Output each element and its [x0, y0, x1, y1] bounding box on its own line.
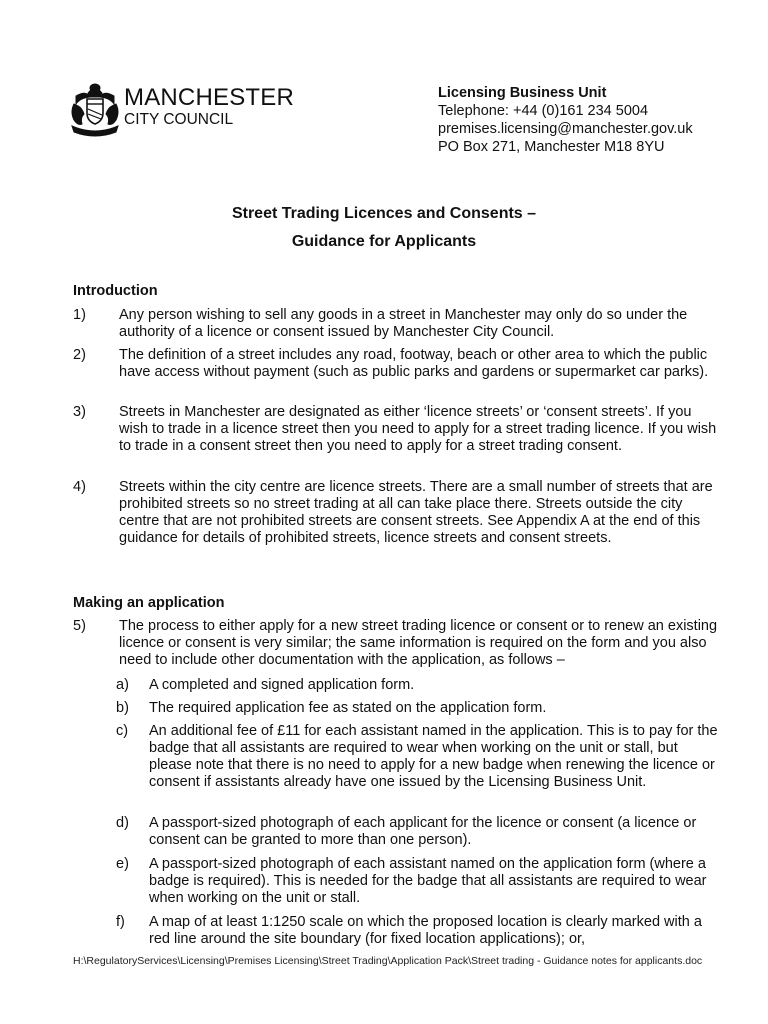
list-item-letter: c) — [116, 723, 129, 739]
list-item-a — [116, 677, 718, 694]
contact-telephone: Telephone: +44 (0)161 234 5004 — [438, 103, 649, 119]
paragraph-number: 4) — [73, 479, 86, 495]
list-item-c — [116, 723, 718, 791]
list-item-e — [116, 856, 718, 907]
document-title-line-2: Guidance for Applicants — [291, 233, 477, 250]
paragraph-text: Streets within the city centre are licence streets. There are a small number of streets that are prohibited streets so no street trading at all can take place there. Streets outside the city centre that are not prohibited streets are consent streets. See Appendix A at the end of this guidance for details of prohibited streets, licence streets and consent streets. — [119, 479, 713, 546]
paragraph-number: 3) — [73, 404, 86, 420]
list-item-letter: a) — [116, 677, 129, 693]
footer-file-path: H:\RegulatoryServices\Licensing\Premises Licensing\Street Trading\Application Pack\Street trading - Guidance notes for applicants.doc — [73, 955, 703, 967]
paragraph-4 — [73, 479, 718, 547]
list-item-text: A passport-sized photograph of each assistant named on the application form (where a badge is required). This is needed for the badge that all assistants are required to wear when working on the unit or stall. — [149, 856, 707, 906]
section-heading-making-application: Making an application — [73, 595, 225, 611]
list-item-letter: f) — [116, 914, 125, 930]
contact-address: PO Box 271, Manchester M18 8YU — [438, 139, 665, 155]
paragraph-3 — [73, 404, 718, 455]
paragraph-5 — [73, 618, 718, 669]
list-item-text: A passport-sized photograph of each applicant for the licence or consent (a licence or consent can be granted to more than one person). — [149, 815, 697, 848]
list-item-b — [116, 700, 718, 717]
coat-of-arms-icon — [66, 80, 124, 138]
paragraph-text: The process to either apply for a new street trading licence or consent or to renew an existing licence or consent is very similar; the same information is required on the form and you also need to include other documentation with the application, as follows – — [119, 618, 718, 668]
list-item-d — [116, 815, 718, 849]
paragraph-text: Streets in Manchester are designated as either ‘licence streets’ or ‘consent streets’. If you wish to trade in a licence street then you need to apply for a street trading licence. If you wish to trade in a consent street then you need to apply for a street trading consent. — [119, 404, 717, 454]
list-item-f — [116, 914, 718, 948]
council-logo — [66, 80, 306, 138]
contact-email: premises.licensing@manchester.gov.uk — [438, 121, 693, 137]
list-item-text: A map of at least 1:1250 scale on which the proposed location is clearly marked with a red line around the site boundary (for fixed location applications); or, — [149, 914, 702, 947]
paragraph-text: Any person wishing to sell any goods in a street in Manchester may only do so under the authority of a licence or consent issued by Manchester City Council. — [119, 307, 688, 340]
paragraph-2 — [73, 347, 718, 381]
document-title-line-1: Street Trading Licences and Consents – — [231, 205, 537, 222]
council-name: MANCHESTER — [124, 84, 295, 111]
contact-unit: Licensing Business Unit — [438, 85, 607, 101]
paragraph-number: 1) — [73, 307, 86, 323]
paragraph-text: The definition of a street includes any road, footway, beach or other area to which the public have access without payment (such as public parks and gardens or supermarket car parks). — [119, 347, 709, 380]
list-item-text: An additional fee of £11 for each assistant named in the application. This is to pay for the badge that all assistants are required to wear when working on the unit or stall, but please note that there is no need to apply for a new badge when renewing the licence or consent if assistants already have one issued by the Licensing Business Unit. — [149, 723, 718, 790]
council-subtitle: CITY COUNCIL — [124, 111, 234, 128]
list-item-letter: e) — [116, 856, 129, 872]
list-item-text: A completed and signed application form. — [149, 677, 415, 693]
paragraph-number: 2) — [73, 347, 86, 363]
list-item-letter: b) — [116, 700, 129, 716]
list-item-letter: d) — [116, 815, 129, 831]
paragraph-number: 5) — [73, 618, 86, 634]
section-heading-introduction: Introduction — [73, 283, 158, 299]
contact-block — [438, 84, 693, 156]
list-item-text: The required application fee as stated on the application form. — [149, 700, 547, 716]
paragraph-1 — [73, 307, 718, 341]
